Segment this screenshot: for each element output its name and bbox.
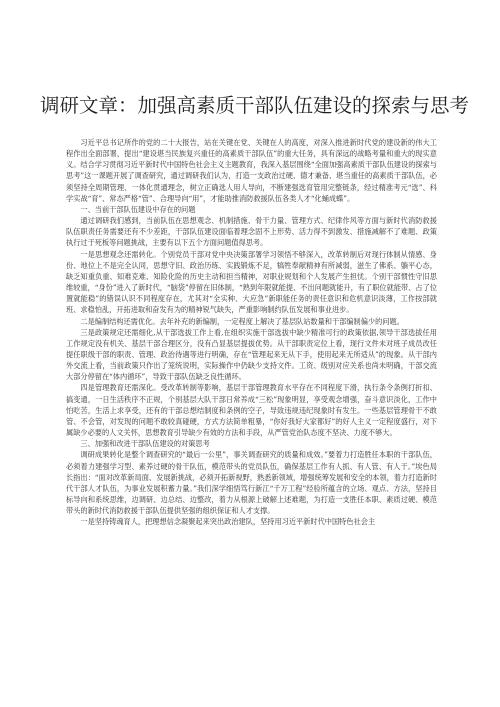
paragraph-countermeasures-overview: 调研成果转化是整个调查研究的“最后一公里”，事关调查研究的质量和成效。”要着力打造胜任本职的干部队伍，必须着力建强学习型、素养过硬的骨干队伍，模范带头的党员队伍，确保基层工作有人抓、有人管、有人干。”埃色局长指出：“面对改革新局面、发展新挑战，必须开拓新视野，熟悉新领域，增强统筹发展和安全的本领，着力打造新时代干部人才队伍，为事业发展积蓄力量。”我们深学细悟笃行新江“千万工程”经验所蕴含的立场、观点、方法，坚持目标导向和系统思维，边调研、边总结、边整改，着力从根源上破解上述难题，为打造一支胜任本职、素质过硬、模范带头的新时代消防救援干部队伍提供坚强的组织保证和人才支撑。	[66, 450, 437, 516]
paragraph-problem-management: 四是管理教育还需深化。受改革转制等影响，基层干部管理教育水平存在不同程度下滑，执行条令条例打折扣、搞变通，一日生活秩序不正规，个别基层大队干部日常养成“三松”现象明显，享受观念增强，奋斗意识淡化，工作中怕吃苦，生活上求享受，还有的干部总想结制度和条例的空子，导致违规违纪现象时有发生。一些基层管理骨干不敢管、不会管，对发现的问题不敢较真碰硬，方式方法简单粗暴，“你好我好大家都好”的好人主义一定程度盛行，对下属缺少必要的人文关怀，思想教育引导缺少有效的方法和手段，从严管党治队态度不坚决、力度不够大。	[66, 383, 437, 438]
paragraph-problem-structure: 二是编制结构还需优化。去年补充的新编制，一定程度上解决了基层队站数量和干部编制偏少的问题。	[80, 316, 404, 326]
section-heading-countermeasures: 三、加强和改进干部队伍建设的对策思考	[80, 439, 210, 449]
document-title: 调研文章：加强高素质干部队伍建设的探索与思考	[40, 94, 470, 117]
document-body	[66, 137, 437, 527]
section-heading-problems: 一、当前干部队伍建设中存在的问题	[80, 204, 196, 214]
paragraph-intro: 习近平总书记所作的党的二十大报告，站在关键在党、关键在人的高度，对深入推进新时代党的建设新的伟大工程作出全面部署，提出“建设堪当民族复兴重任的高素质干部队伍”的重大任务，具有深远的战略考量和重大的现实意义。结合学习贯彻习近平新时代中国特色社会主义主题教育，我深入基层围绕“全面加强高素质干部队伍建设的探索与思考”这一课题开展了调查研究，通过调研我们认为，打造一支政治过硬、德才兼备、堪当重任的高素质干部队伍，必须坚持全周期管理、一体化贯通理念，树立正确选人用人导向，不断建强选育管用完整链条，经过精准考元“选”、科学实战“育”、常态严格“管”、合理导向“用”，才能助推消防救援队伍各类人才“化蛹成蝶”。	[66, 138, 437, 203]
paragraph-problems-overview: 通过调研我们感到，当前队伍在思想观念、机制措施、骨干力量、管理方式、纪律作风等方面与新时代消防救援队伍职责任务需要还有不少差距，干部队伍建设面临着理念固不上形势、活力得不到激发、措施减解不了难题、政策执行过于死板等问题挑战，主要有以下五个方面问题值得思考。	[66, 216, 437, 248]
paragraph-problem-policy: 三是政策规定还需细化,从干部选拔工作上看,在组织实施干部选拔中缺少精准可行的政策依据,领导干部选拔任用工作规定没有机关、基层干部合理区分，没有凸显基层提拔优势。从干部职责定位上看，现行文件未对班子成员改任提任职级干部的职责、管理、政治待遇等进行明确，存在“管理起来无从下手，使用起来无所适从”的现象。从干部内外交流上看，当前政策只作出了笼统说明，实际操作中仍缺少支持文件。工资、级别对应关系也尚未明确，干部交流大部分停留在“体内循环”，导致干部队伍缺乏良性循环。	[66, 327, 437, 382]
paragraph-countermeasure-first: 一是坚持铸魂育人，把理想信念凝聚起来突出政治建队，坚持用习近平新时代中国特色社会主	[80, 517, 376, 527]
paragraph-problem-thinking: 一是思想观念还需转化。个别党员干部对党中央决策部署学习领悟不够深入，改革转制后对现行体制从情感、身份、地位上不是完全认同，思想守旧、政治历练、实践锻炼不足，犒牲奉献精神有所减弱，滋生了佛系、躺平心态，缺乏知重负重、知难克难、知险化险的历史主动和担当精神，对职业规划和个人发展产生担忧。个别干部惯性守旧思维较重，“身份”进入了新时代，“脑袋”停留在旧体制，“熟到年限就能提、不出问题就能升，有了职位就能带、占了位置就能稳”的错误认识不同程度存在，尤其对“全实种、大应急”新职能任务的责任意识和危机意识淡薄，工作按部就班、求稳怕乱，开拓进取和奋发有为的精神锐气缺失，严重影响制约队伍发展和事业进步。	[66, 249, 437, 315]
